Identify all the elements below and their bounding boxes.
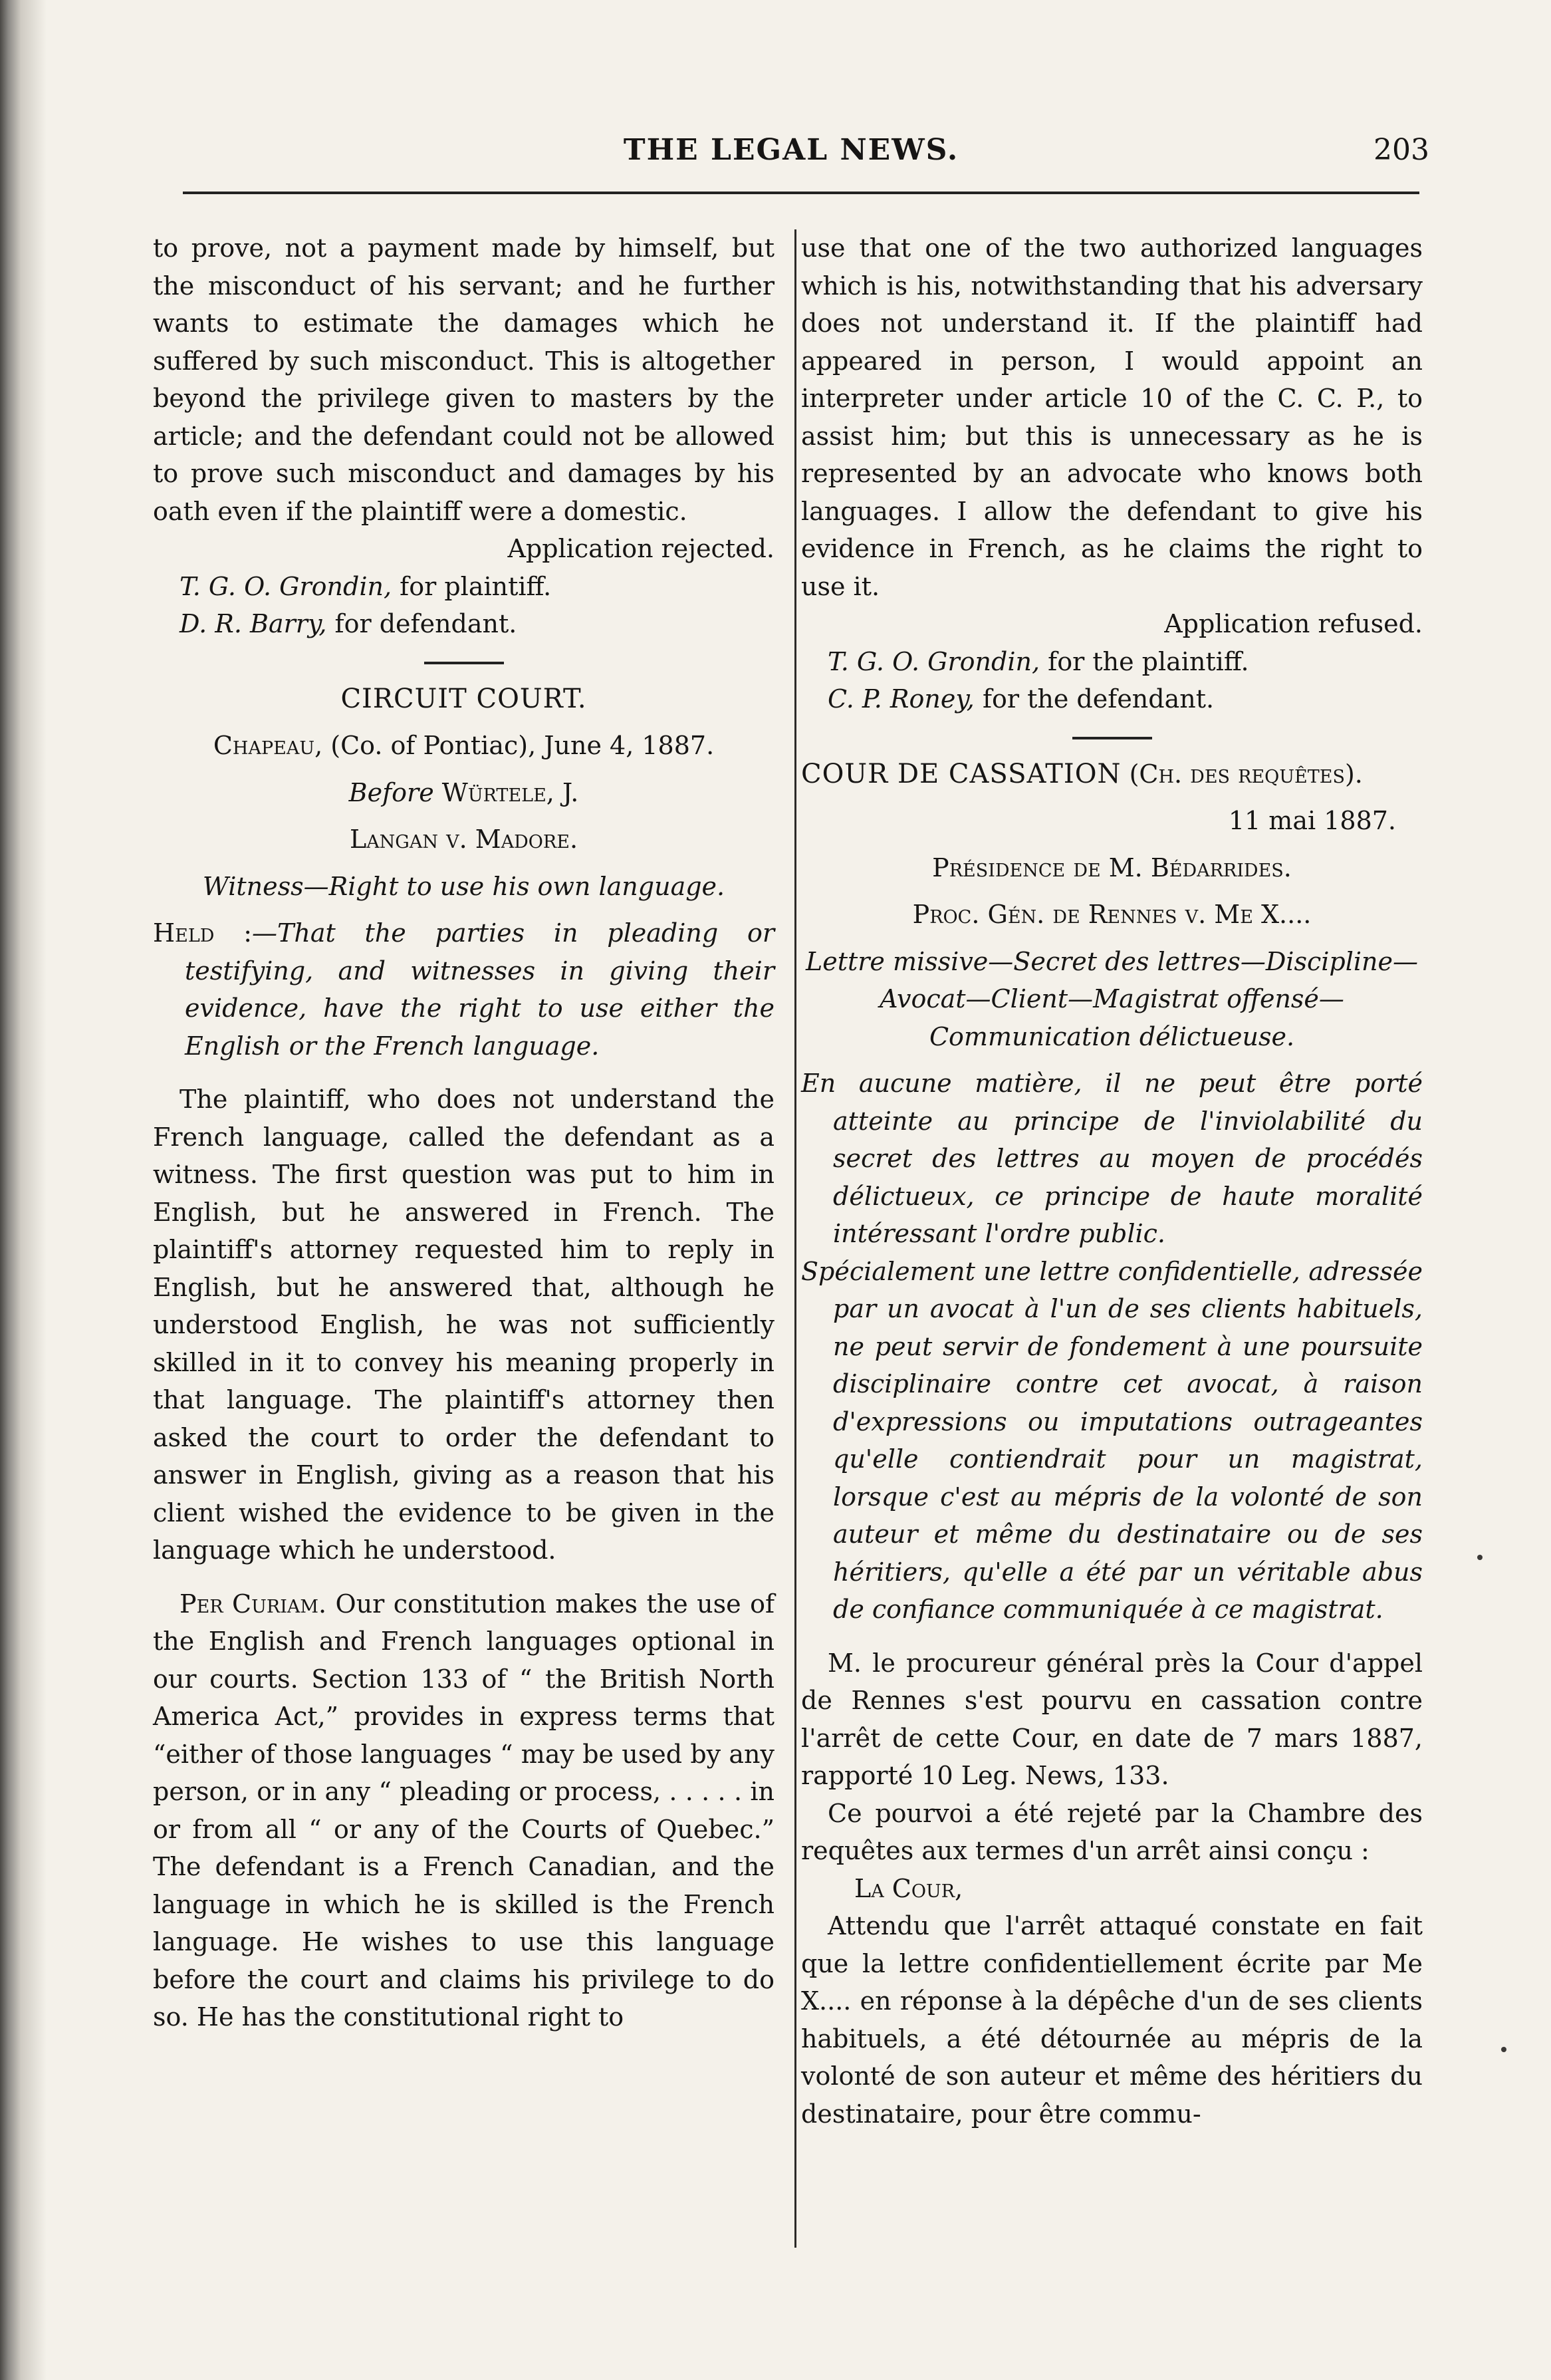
judge-line	[153, 774, 775, 812]
counsel-name: T. G. O. Grondin,	[179, 571, 392, 601]
case-name: Langan v. Madore.	[349, 825, 578, 854]
ink-fleck	[1501, 2047, 1506, 2052]
counsel-role: for the plaintiff.	[1040, 646, 1249, 676]
case-subject: Lettre missive—Secret des lettres—Discipline—Avocat—Client—Magistrat offensé—Communication délictueuse.	[806, 946, 1418, 1051]
held-note	[153, 914, 775, 1065]
paragraph: Attendu que l'arrêt attaqué constate en fait que la lettre confidentiellement écrite par Me X.... en réponse à la dépêche d'un de ses clients habituels, a été détournée au mépris de la volonté de son auteur et même des héritiers du destinataire, pour être commu-	[801, 1911, 1423, 2129]
date: (Co. of Pontiac), June 4, 1887.	[322, 731, 715, 760]
column-divider	[794, 229, 796, 2248]
paragraph: Ce pourvoi a été rejeté par la Chambre des requêtes aux termes d'un arrêt ainsi conçu :	[801, 1798, 1423, 1865]
decision: Application refused.	[1164, 609, 1423, 638]
counsel-line	[153, 568, 775, 606]
place: Chapeau,	[213, 731, 323, 760]
section-rule	[424, 662, 504, 664]
counsel-role: for the defendant.	[974, 684, 1215, 714]
court-name: COUR DE CASSATION	[801, 758, 1122, 789]
paragraph-text: Our constitution makes the use of the English and French languages optional in our courts. Section 133 of “ the British North America Act,” provides in express terms that “either of those languages “ may be used by any person, or in any “ pleading or process, . . . . . in or from all “ or any of the Courts of Quebec.” The defendant is a French Canadian, and the language in which he is skilled is the French language. He wishes to use this language before the court and claims his privilege to do so. He has the constitutional right to	[153, 1589, 775, 2032]
held-label: Held :	[153, 918, 253, 948]
held-note: Spécialement une lettre confidentielle, adressée par un avocat à l'un de ses clients habituels, ne peut servir de fondement à une poursuite disciplinaire contre cet avocat, à raison d'expressions ou imputations outrageantes qu'elle contiendrait pour un magistrat, lorsque c'est au mépris de la volonté de son auteur et même du destinataire ou de ses héritiers, qu'elle a été par un véritable abus de confiance communiquée à ce magistrat.	[801, 1256, 1423, 1624]
la-cour: La Cour,	[854, 1873, 963, 1903]
paragraph: to prove, not a payment made by himself, but the misconduct of his servant; and he further wants to estimate the damages which he suffered by such misconduct. This is altogether beyond the privilege given to masters by the article; and the defendant could not be allowed to prove such misconduct and damages by his oath even if the plaintiff were a domestic.	[153, 233, 775, 526]
paragraph	[153, 1585, 775, 2036]
page-header	[153, 133, 1429, 180]
chamber: (Ch. des requêtes).	[1121, 759, 1363, 789]
right-column	[801, 229, 1423, 2133]
date: 11 mai 1887.	[1228, 806, 1396, 835]
counsel-name: T. G. O. Grondin,	[828, 646, 1040, 676]
counsel-role: for plaintiff.	[392, 571, 552, 601]
counsel-line	[801, 643, 1423, 681]
counsel-line	[801, 680, 1423, 718]
held-text: —That the parties in pleading or testifying, and witnesses in giving their evidence, have the right to use either the English or the French language.	[185, 918, 775, 1061]
paragraph: M. le procureur général près la Cour d'appel de Rennes s'est pourvu en cassation contre l'arrêt de cette Cour, en date de 7 mars 1887, rapporté 10 Leg. News, 133.	[801, 1648, 1423, 1790]
court-title	[801, 755, 1423, 793]
paragraph: The plaintiff, who does not understand the French language, called the defendant as a witness. The first question was put to him in English, but he answered in French. The plaintiff's attorney requested him to reply in English, but he answered that, although he understood English, he was not sufficiently skilled in it to convey his meaning properly in that language. The plaintiff's attorney then asked the court to order the defendant to answer in English, giving as a reason that his client wished the evidence to be given in the language which he understood.	[153, 1085, 775, 1565]
decision: Application rejected.	[507, 534, 775, 563]
court-title: CIRCUIT COURT.	[340, 683, 587, 714]
place-date	[153, 727, 775, 765]
counsel-line	[153, 605, 775, 643]
header-rule	[183, 192, 1419, 194]
counsel-role: for defendant.	[326, 609, 517, 638]
left-column	[153, 229, 775, 2036]
counsel-name: C. P. Roney,	[828, 684, 975, 714]
ink-fleck	[1477, 1555, 1483, 1560]
before-label: Before	[348, 777, 434, 807]
running-title: THE LEGAL NEWS.	[623, 133, 959, 167]
paragraph: use that one of the two authorized languages which is his, notwithstanding that his adversary does not understand it. If the plaintiff had appeared in person, I would appoint an interpreter under article 10 of the C. C. P., to assist him; but this is unnecessary as he is represented by an advocate who knows both languages. I allow the defendant to give his evidence in French, as he claims the right to use it.	[801, 233, 1423, 601]
presidence: Présidence de M. Bédarrides.	[932, 853, 1292, 882]
page-edge-shadow	[0, 0, 47, 2380]
judge: Würtele, J.	[433, 777, 579, 807]
case-name: Proc. Gén. de Rennes v. Me X....	[912, 900, 1312, 929]
held-note: En aucune matière, il ne peut être porté atteinte au principe de l'inviolabilité du secret des lettres au moyen de procédés délictueux, ce principe de haute moralité intéressant l'ordre public.	[801, 1069, 1423, 1248]
page-number: 203	[1373, 133, 1429, 167]
counsel-name: D. R. Barry,	[179, 609, 327, 638]
section-rule	[1072, 737, 1152, 739]
case-subject: Witness—Right to use his own language.	[202, 871, 725, 901]
per-curiam-label: Per Curiam.	[179, 1589, 327, 1619]
